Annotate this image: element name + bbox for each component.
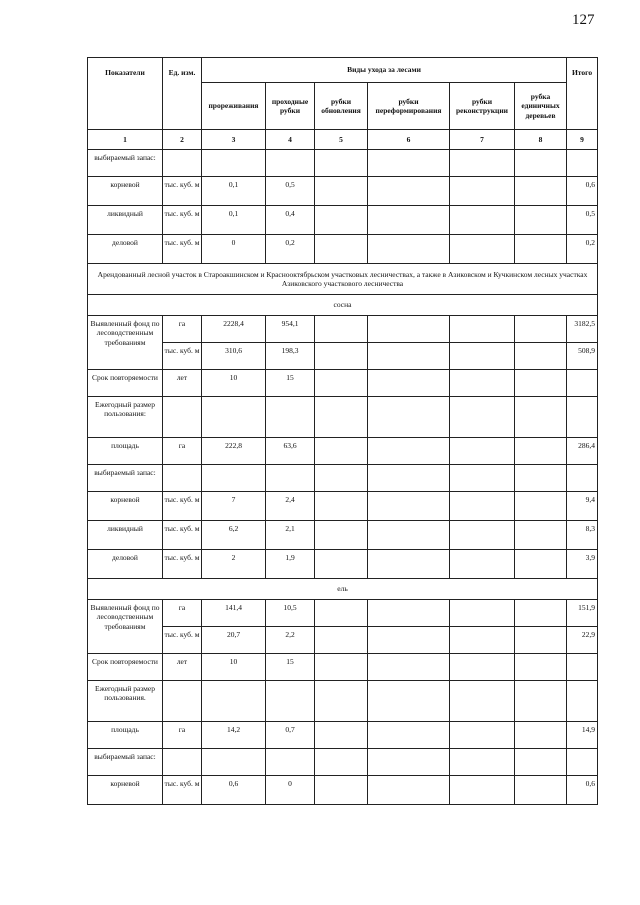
row-label: корневой bbox=[88, 177, 163, 206]
table-row bbox=[88, 776, 598, 805]
cell: 2 bbox=[202, 550, 266, 579]
cell: 10 bbox=[202, 654, 266, 681]
row-label: ликвидный bbox=[88, 206, 163, 235]
row-label: корневой bbox=[88, 492, 163, 521]
table-row bbox=[88, 397, 598, 438]
table-row bbox=[88, 627, 598, 654]
row-total: 22,9 bbox=[567, 627, 598, 654]
col-num: 9 bbox=[567, 130, 598, 150]
forest-care-table bbox=[87, 57, 598, 805]
row-total: 8,3 bbox=[567, 521, 598, 550]
row-label: корневой bbox=[88, 776, 163, 805]
row-total: 286,4 bbox=[567, 438, 598, 465]
row-unit: тыс. куб. м bbox=[163, 521, 202, 550]
row-unit bbox=[163, 150, 202, 177]
header-indicator: Показатели bbox=[88, 58, 163, 130]
page-number: 127 bbox=[572, 12, 595, 28]
row-unit: га bbox=[163, 316, 202, 343]
table-row bbox=[88, 206, 598, 235]
table-row bbox=[88, 235, 598, 264]
table-row bbox=[88, 150, 598, 177]
cell: 0,6 bbox=[202, 776, 266, 805]
cell: 7 bbox=[202, 492, 266, 521]
header-sub: рубка единичных деревьев bbox=[515, 83, 567, 130]
species-title-spruce: ель bbox=[88, 579, 598, 600]
header-unit: Ед. изм. bbox=[163, 58, 202, 130]
row-total: 3182,5 bbox=[567, 316, 598, 343]
header-total: Итого bbox=[567, 58, 598, 130]
cell: 0 bbox=[202, 235, 266, 264]
row-total: 0,6 bbox=[567, 776, 598, 805]
cell: 20,7 bbox=[202, 627, 266, 654]
section-title: Арендованный лесной участок в Староакшинском и Краснооктябрьском участковых лесничествах, а также в Азиковском и Кучкинском лесных участках Азиковского участкового лесничества bbox=[88, 264, 598, 295]
col-num: 6 bbox=[368, 130, 450, 150]
table-row bbox=[88, 722, 598, 749]
row-unit: тыс. куб. м bbox=[163, 206, 202, 235]
row-unit: га bbox=[163, 722, 202, 749]
col-num: 5 bbox=[315, 130, 368, 150]
table-row bbox=[88, 550, 598, 579]
col-num: 7 bbox=[450, 130, 515, 150]
table-row bbox=[88, 749, 598, 776]
cell: 0,1 bbox=[202, 177, 266, 206]
row-total: 508,9 bbox=[567, 343, 598, 370]
row-label: деловой bbox=[88, 550, 163, 579]
row-unit: лет bbox=[163, 654, 202, 681]
row-total: 151,9 bbox=[567, 600, 598, 627]
table-row bbox=[88, 521, 598, 550]
cell: 14,2 bbox=[202, 722, 266, 749]
table-row bbox=[88, 492, 598, 521]
col-num: 3 bbox=[202, 130, 266, 150]
cell: 198,3 bbox=[266, 343, 315, 370]
row-label: Ежегодный размер пользования. bbox=[88, 681, 163, 722]
cell: 954,1 bbox=[266, 316, 315, 343]
table-row bbox=[88, 681, 598, 722]
header-sub: проходные рубки bbox=[266, 83, 315, 130]
row-label: выбираемый запас: bbox=[88, 749, 163, 776]
table-row bbox=[88, 438, 598, 465]
cell: 141,4 bbox=[202, 600, 266, 627]
row-total: 14,9 bbox=[567, 722, 598, 749]
row-label: Выявленный фонд по лесоводственным требованиям bbox=[88, 316, 163, 370]
cell: 2,1 bbox=[266, 521, 315, 550]
table-row bbox=[88, 177, 598, 206]
row-unit: тыс. куб. м bbox=[163, 550, 202, 579]
table-row bbox=[88, 600, 598, 627]
cell: 15 bbox=[266, 654, 315, 681]
row-total: 9,4 bbox=[567, 492, 598, 521]
row-unit: тыс. куб. м bbox=[163, 343, 202, 370]
row-total: 0,5 bbox=[567, 206, 598, 235]
row-total: 0,2 bbox=[567, 235, 598, 264]
table-row bbox=[88, 654, 598, 681]
cell: 2,2 bbox=[266, 627, 315, 654]
header-sub: прореживания bbox=[202, 83, 266, 130]
cell: 0,4 bbox=[266, 206, 315, 235]
cell: 63,6 bbox=[266, 438, 315, 465]
row-unit: тыс. куб. м bbox=[163, 776, 202, 805]
cell: 0 bbox=[266, 776, 315, 805]
row-total: 0,6 bbox=[567, 177, 598, 206]
col-num: 1 bbox=[88, 130, 163, 150]
row-label: деловой bbox=[88, 235, 163, 264]
row-label: ликвидный bbox=[88, 521, 163, 550]
row-unit: тыс. куб. м bbox=[163, 627, 202, 654]
row-unit: тыс. куб. м bbox=[163, 235, 202, 264]
table-row bbox=[88, 316, 598, 343]
row-label: площадь bbox=[88, 438, 163, 465]
cell: 0,7 bbox=[266, 722, 315, 749]
cell: 310,6 bbox=[202, 343, 266, 370]
table-row bbox=[88, 343, 598, 370]
cell: 2,4 bbox=[266, 492, 315, 521]
header-types: Виды ухода за лесами bbox=[202, 58, 567, 83]
cell: 0,1 bbox=[202, 206, 266, 235]
row-label: Срок повторяемости bbox=[88, 654, 163, 681]
table-row bbox=[88, 370, 598, 397]
cell: 15 bbox=[266, 370, 315, 397]
row-label: выбираемый запас: bbox=[88, 150, 163, 177]
row-unit: лет bbox=[163, 370, 202, 397]
row-unit: тыс. куб. м bbox=[163, 492, 202, 521]
row-total bbox=[567, 150, 598, 177]
cell: 222,8 bbox=[202, 438, 266, 465]
cell: 0,2 bbox=[266, 235, 315, 264]
table-row bbox=[88, 465, 598, 492]
cell: 10,5 bbox=[266, 600, 315, 627]
cell bbox=[266, 150, 315, 177]
row-label: Выявленный фонд по лесоводственным требованиям bbox=[88, 600, 163, 654]
cell bbox=[202, 150, 266, 177]
row-unit: га bbox=[163, 438, 202, 465]
col-num: 2 bbox=[163, 130, 202, 150]
cell: 2228,4 bbox=[202, 316, 266, 343]
row-label: выбираемый запас: bbox=[88, 465, 163, 492]
header-sub: рубки переформирования bbox=[368, 83, 450, 130]
row-unit: га bbox=[163, 600, 202, 627]
col-num: 4 bbox=[266, 130, 315, 150]
col-num: 8 bbox=[515, 130, 567, 150]
row-unit: тыс. куб. м bbox=[163, 177, 202, 206]
cell: 0,5 bbox=[266, 177, 315, 206]
header-sub: рубки реконструкции bbox=[450, 83, 515, 130]
species-title-pine: сосна bbox=[88, 295, 598, 316]
header-sub: рубки обновления bbox=[315, 83, 368, 130]
cell: 10 bbox=[202, 370, 266, 397]
row-label: площадь bbox=[88, 722, 163, 749]
cell: 1,9 bbox=[266, 550, 315, 579]
row-total: 3,9 bbox=[567, 550, 598, 579]
cell: 6,2 bbox=[202, 521, 266, 550]
row-label: Срок повторяемости bbox=[88, 370, 163, 397]
row-label: Ежегодный размер пользования: bbox=[88, 397, 163, 438]
